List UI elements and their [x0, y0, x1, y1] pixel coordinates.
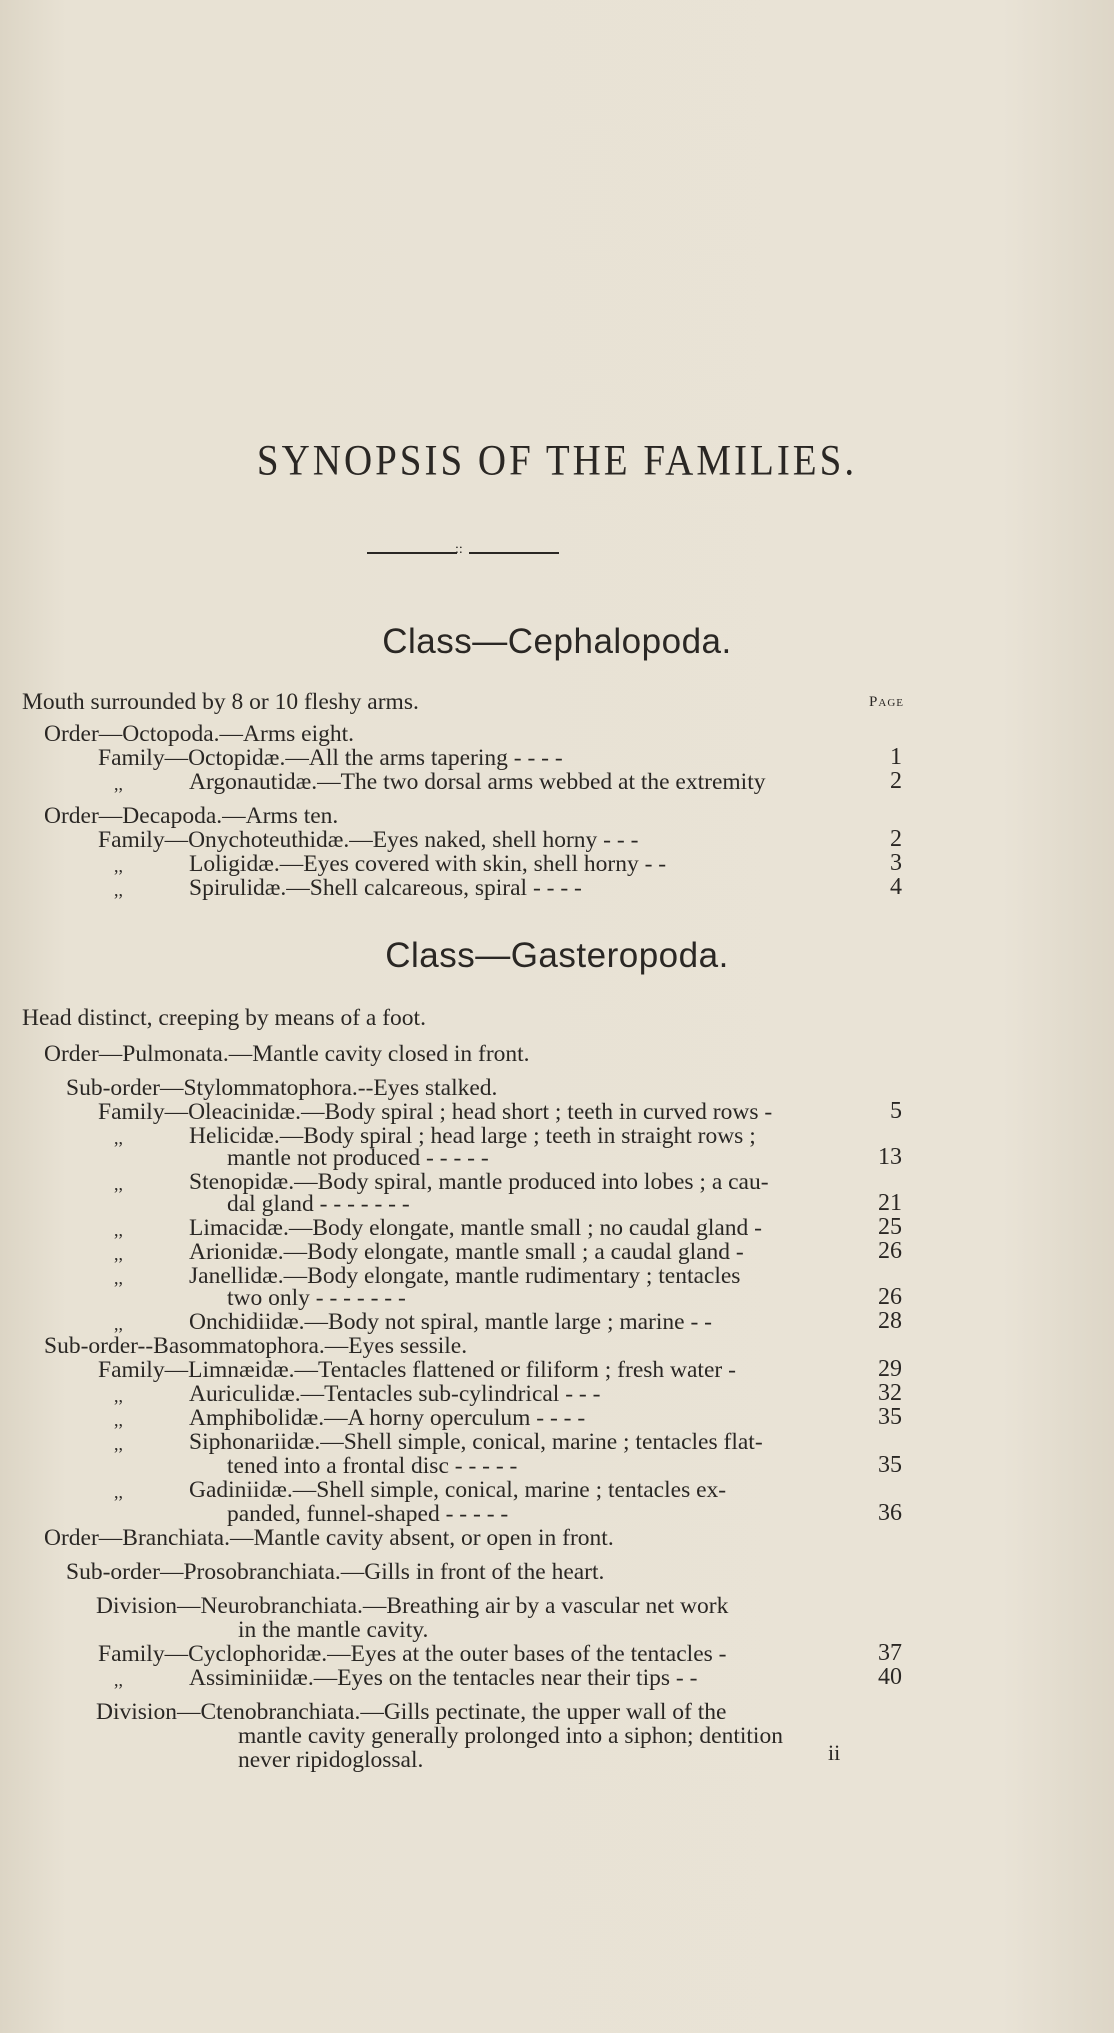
- line-text: Family—Limnæidæ.—Tentacles flattened or filiform ; fresh water -: [98, 1357, 736, 1383]
- page-column-header: Page: [869, 694, 904, 710]
- line-text: Spirulidæ.—Shell calcareous, spiral - - - -: [189, 875, 582, 901]
- ditto-mark: ,,: [114, 1220, 123, 1240]
- line-text: Sub-order--Basommatophora.—Eyes sessile.: [44, 1333, 468, 1359]
- signature-mark: ii: [828, 1740, 841, 1765]
- line-text: Auriculidæ.—Tentacles sub-cylindrical - - -: [189, 1381, 601, 1407]
- ditto-mark: ,,: [114, 856, 123, 876]
- line-text: Loligidæ.—Eyes covered with skin, shell horny - -: [189, 851, 667, 877]
- ditto-mark: ,,: [114, 1314, 123, 1334]
- title-ornament: ::: [367, 548, 559, 558]
- line-text: Sub-order—Prosobranchiata.—Gills in front of the heart.: [66, 1559, 605, 1585]
- page-number: 26: [878, 1284, 902, 1310]
- line-text: Assiminiidæ.—Eyes on the tentacles near their tips - -: [189, 1665, 698, 1691]
- page-number: 5: [890, 1098, 902, 1124]
- line-text: Family—Cyclophoridæ.—Eyes at the outer bases of the tentacles -: [98, 1641, 727, 1667]
- line-text: Onchidiidæ.—Body not spiral, mantle large ; marine - -: [189, 1309, 712, 1335]
- line-text: in the mantle cavity.: [238, 1617, 429, 1643]
- line-text: Family—Oleacinidæ.—Body spiral ; head short ; teeth in curved rows -: [98, 1099, 773, 1125]
- line-text: Arionidæ.—Body elongate, mantle small ; a caudal gland -: [189, 1239, 744, 1265]
- line-text: Family—Octopidæ.—All the arms tapering - - - -: [98, 745, 563, 771]
- line-text: Gadiniidæ.—Shell simple, conical, marine ; tentacles ex-: [189, 1477, 727, 1503]
- line-text: Order—Branchiata.—Mantle cavity absent, or open in front.: [44, 1525, 614, 1551]
- line-text: Amphibolidæ.—A horny operculum - - - -: [189, 1405, 586, 1431]
- line-text: Order—Pulmonata.—Mantle cavity closed in front.: [44, 1041, 530, 1067]
- line-text: Mouth surrounded by 8 or 10 fleshy arms.: [22, 689, 419, 715]
- page-number: 28: [878, 1308, 902, 1334]
- page-number: 25: [878, 1214, 902, 1240]
- ditto-mark: ,,: [114, 1174, 123, 1194]
- line-text: mantle not produced - - - - -: [227, 1145, 489, 1171]
- page-number: 1: [890, 744, 902, 770]
- class-heading-cephalopoda: Class—Cephalopoda.: [382, 622, 732, 661]
- line-text: Sub-order—Stylommatophora.--Eyes stalked.: [66, 1075, 498, 1101]
- line-text: Janellidæ.—Body elongate, mantle rudimentary ; tentacles: [189, 1263, 741, 1289]
- line-text: mantle cavity generally prolonged into a siphon; dentition: [238, 1723, 783, 1749]
- ditto-mark: ,,: [114, 1268, 123, 1288]
- ditto-mark: ,,: [114, 1670, 123, 1690]
- line-text: Argonautidæ.—The two dorsal arms webbed at the extremity: [189, 769, 766, 795]
- line-text: Division—Ctenobranchiata.—Gills pectinate, the upper wall of the: [96, 1699, 727, 1725]
- page-number: 32: [878, 1380, 902, 1406]
- line-text: dal gland - - - - - - -: [227, 1191, 410, 1217]
- line-text: two only - - - - - - -: [227, 1285, 406, 1311]
- line-text: Limacidæ.—Body elongate, mantle small ; no caudal gland -: [189, 1215, 762, 1241]
- synopsis-line: [22, 688, 419, 716]
- line-text: tened into a frontal disc - - - - -: [227, 1453, 518, 1479]
- line-text: Division—Neurobranchiata.—Breathing air by a vascular net work: [96, 1593, 729, 1619]
- line-text: never ripidoglossal.: [238, 1747, 424, 1773]
- page-number: 21: [878, 1190, 902, 1216]
- line-text: Order—Decapoda.—Arms ten.: [44, 803, 339, 829]
- page-number: 26: [878, 1238, 902, 1264]
- ditto-mark: ,,: [114, 1410, 123, 1430]
- synopsis-line: [22, 1004, 426, 1032]
- ditto-mark: ,,: [114, 1244, 123, 1264]
- synopsis-line: [238, 1746, 423, 1774]
- page-title: SYNOPSIS OF THE FAMILIES.: [256, 436, 858, 485]
- page-number: 2: [890, 826, 902, 852]
- line-text: Family—Onychoteuthidæ.—Eyes naked, shell horny - - -: [98, 827, 639, 853]
- page-number: 3: [890, 850, 902, 876]
- ditto-mark: ,,: [114, 774, 123, 794]
- class-heading-gasteropoda: Class—Gasteropoda.: [385, 936, 729, 975]
- ditto-mark: ,,: [114, 880, 123, 900]
- synopsis-line: [44, 1040, 530, 1068]
- page-number: 35: [878, 1404, 902, 1430]
- synopsis-line: [44, 1524, 614, 1552]
- page-number: 36: [878, 1500, 902, 1526]
- line-text: Siphonariidæ.—Shell simple, conical, marine ; tentacles flat-: [189, 1429, 763, 1455]
- ditto-mark: ,,: [114, 1386, 123, 1406]
- ditto-mark: ,,: [114, 1434, 123, 1454]
- line-text: Helicidæ.—Body spiral ; head large ; teeth in straight rows ;: [189, 1123, 756, 1149]
- line-text: Stenopidæ.—Body spiral, mantle produced into lobes ; a cau-: [189, 1169, 769, 1195]
- page-number: 13: [878, 1144, 902, 1170]
- page-number: 2: [890, 768, 902, 794]
- page-number: 37: [878, 1640, 902, 1666]
- line-text: Head distinct, creeping by means of a foot.: [22, 1005, 426, 1031]
- ditto-mark: ,,: [114, 1482, 123, 1502]
- page-number: 29: [878, 1356, 902, 1382]
- synopsis-line: [66, 1558, 604, 1586]
- page-number: 4: [890, 874, 902, 900]
- page-number: 35: [878, 1452, 902, 1478]
- line-text: Order—Octopoda.—Arms eight.: [44, 721, 354, 747]
- page-number: 40: [878, 1664, 902, 1690]
- line-text: panded, funnel-shaped - - - - -: [227, 1501, 509, 1527]
- ditto-mark: ,,: [114, 1128, 123, 1148]
